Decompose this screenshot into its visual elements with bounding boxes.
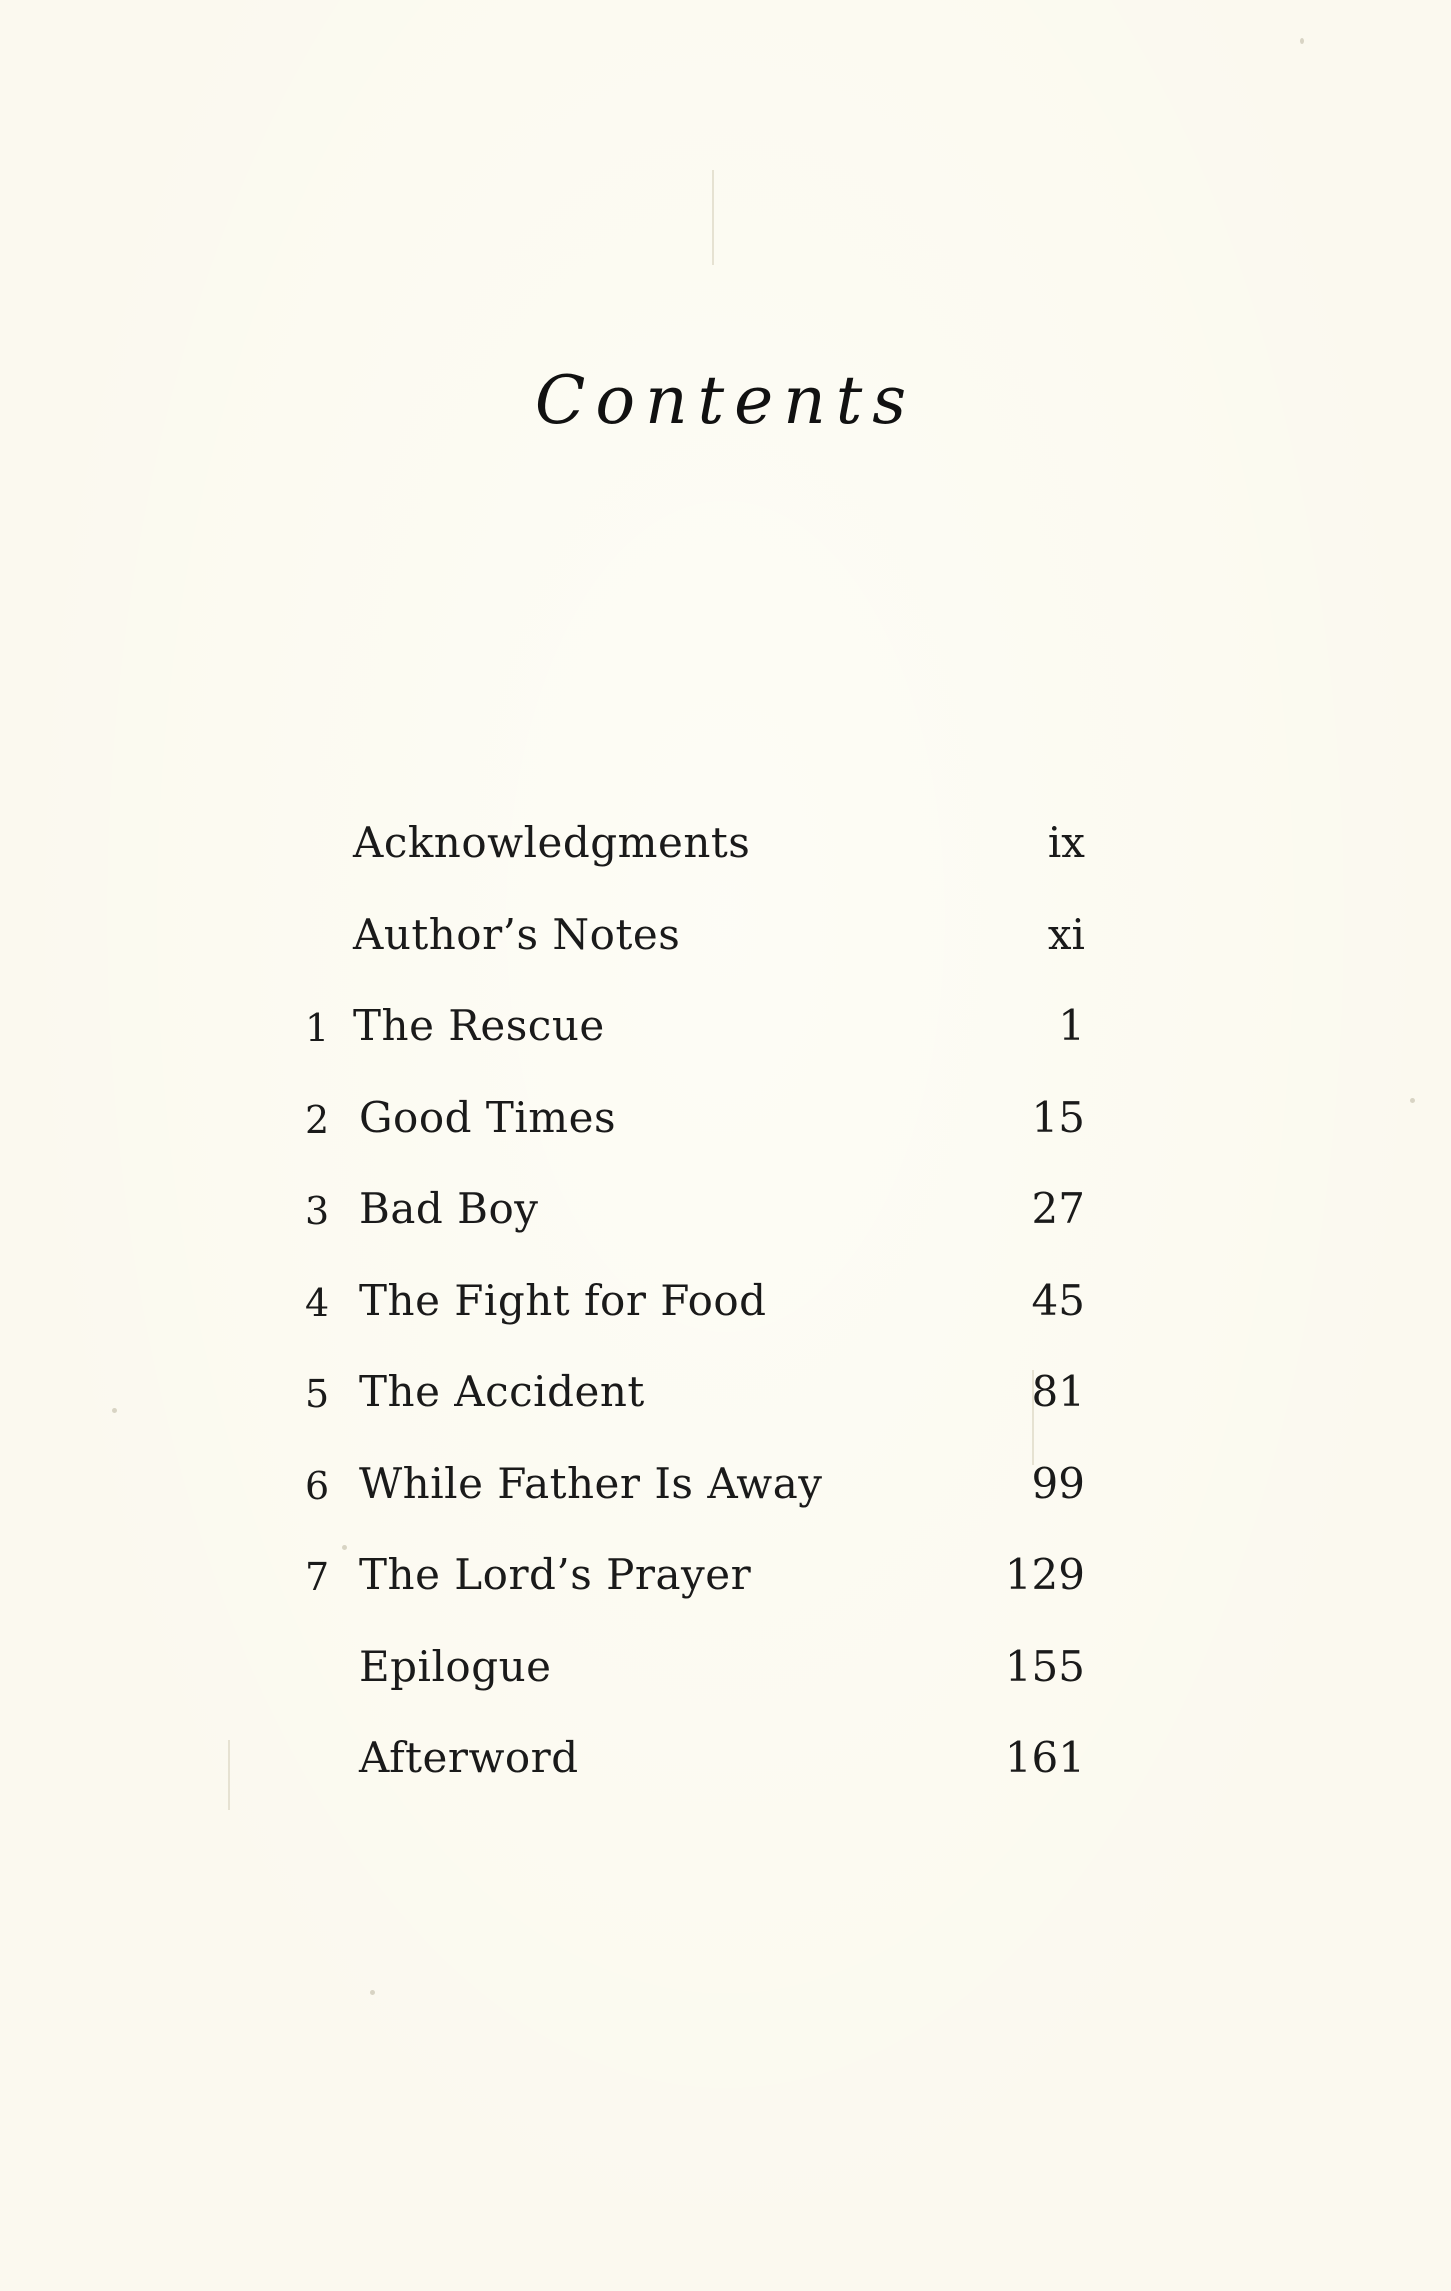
scan-mark [712,170,714,265]
scan-mark [228,1740,230,1810]
toc-entry[interactable] [305,1550,1085,1646]
page-number: xi [1047,909,1085,959]
scan-speck [112,1408,117,1413]
page-number: 129 [1004,1550,1085,1599]
toc-entry[interactable] [305,1458,1085,1555]
entry-title: Good Times [359,1092,617,1142]
page-number: 15 [1031,1092,1085,1142]
chapter-number: 1 [305,1006,330,1050]
toc-entry[interactable] [305,1733,1085,1829]
scan-speck [1300,38,1304,44]
page-number: 27 [1031,1184,1085,1233]
toc-entry[interactable] [305,1184,1085,1280]
chapter-number: 5 [305,1372,330,1416]
toc-entry[interactable] [305,1001,1085,1097]
chapter-number: 3 [305,1189,330,1233]
toc-entry[interactable] [305,909,1085,1006]
chapter-number: 4 [305,1280,330,1325]
toc-entry[interactable] [305,1367,1085,1463]
page-number: 155 [1004,1641,1085,1691]
entry-title: Author’s Notes [353,909,681,959]
entry-title: Afterword [359,1733,579,1782]
entry-title: The Lord’s Prayer [359,1550,752,1599]
page-number: 45 [1031,1275,1085,1325]
chapter-number: 7 [305,1555,330,1599]
entry-title: While Father Is Away [359,1458,823,1508]
toc-entry[interactable] [305,818,1085,914]
page-number: 81 [1031,1367,1085,1416]
page-title: Contents [534,362,917,439]
entry-title: The Fight for Food [359,1275,767,1325]
entry-title: The Rescue [353,1001,605,1050]
entry-title: Bad Boy [359,1184,539,1233]
scan-speck [1410,1098,1415,1103]
entry-title: The Accident [359,1367,645,1416]
chapter-number: 6 [305,1463,330,1508]
chapter-number: 2 [305,1097,330,1142]
scan-speck [370,1990,375,1995]
entry-title: Acknowledgments [353,818,751,867]
page-number: ix [1047,818,1085,867]
entry-title: Epilogue [359,1641,552,1691]
page-number: 161 [1004,1733,1085,1782]
page-number: 99 [1031,1458,1085,1508]
toc-entry[interactable] [305,1275,1085,1372]
toc-entry[interactable] [305,1641,1085,1738]
table-of-contents [305,818,1085,1829]
page-number: 1 [1058,1001,1085,1050]
toc-entry[interactable] [305,1092,1085,1189]
